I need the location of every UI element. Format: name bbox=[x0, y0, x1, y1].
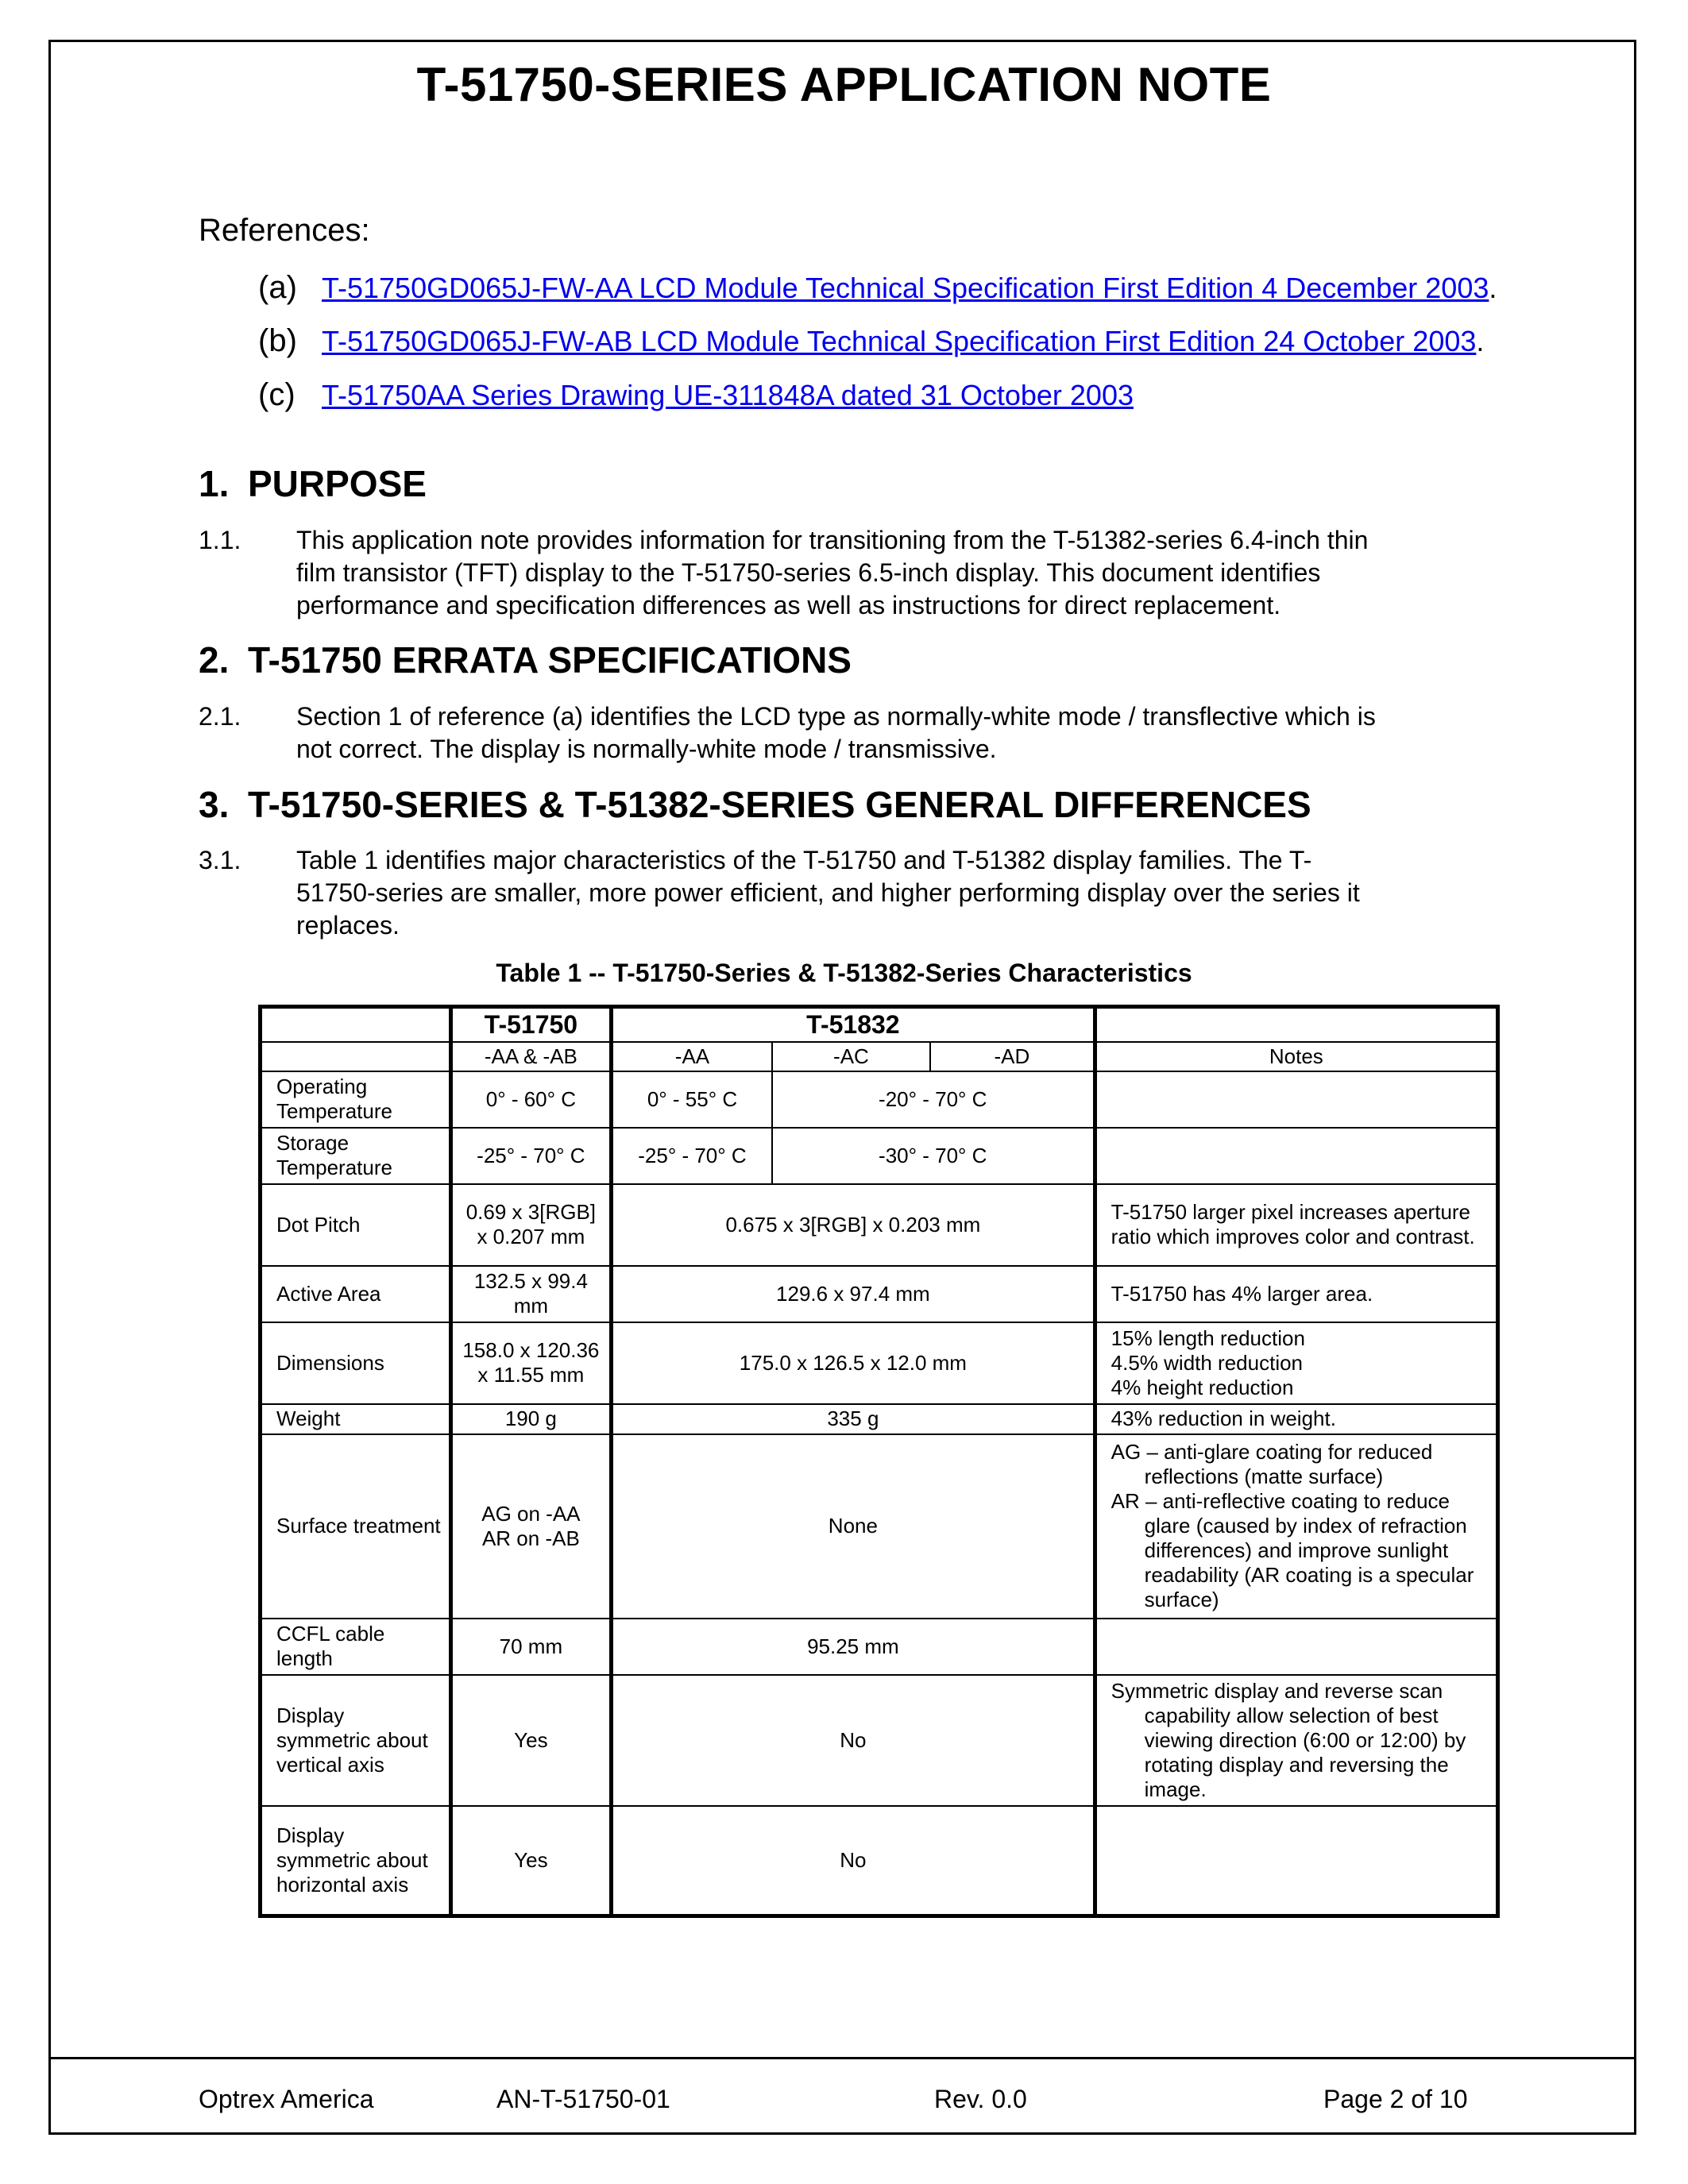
cell-t51832: 0.675 x 3[RGB] x 0.203 mm bbox=[612, 1184, 1095, 1266]
cell-t51832-ac-ad: -20° - 70° C bbox=[772, 1071, 1095, 1128]
cell-line: AR on -AB bbox=[481, 1526, 580, 1550]
cell-t51832: 335 g bbox=[612, 1404, 1095, 1434]
row-label: Display symmetric about vertical axis bbox=[261, 1675, 451, 1806]
row-label: CCFL cable length bbox=[261, 1619, 451, 1675]
subheader-aa: -AA bbox=[612, 1042, 772, 1071]
cell-t51750: 70 mm bbox=[450, 1619, 611, 1675]
paragraph-2-1 bbox=[199, 700, 1470, 766]
table-row bbox=[261, 1266, 1498, 1322]
document-title: T-51750-SERIES APPLICATION NOTE bbox=[416, 58, 1272, 111]
reference-suffix: . bbox=[1489, 272, 1497, 304]
cell-t51750: 0.69 x 3[RGB] x 0.207 mm bbox=[450, 1184, 611, 1266]
cell-t51750: -25° - 70° C bbox=[450, 1128, 611, 1184]
paragraph-line: film transistor (TFT) display to the T-51750-series 6.5-inch display. This document identifies bbox=[296, 558, 1321, 587]
paragraph-number: 1.1. bbox=[199, 526, 241, 554]
note-line: 4.5% width reduction bbox=[1111, 1350, 1304, 1375]
paragraph-line: replaces. bbox=[296, 911, 400, 940]
cell-t51750: 158.0 x 120.36 x 11.55 mm bbox=[450, 1322, 611, 1404]
references-label: References: bbox=[199, 213, 370, 248]
cell-t51832: No bbox=[612, 1806, 1095, 1916]
row-label: Dimensions bbox=[261, 1322, 451, 1404]
note-ar: AR – anti-reflective coating to reduce glare (caused by index of refraction differences) and improve sunlight readability (AR coating is a specular surface) bbox=[1111, 1489, 1474, 1611]
section-title: T-51750-SERIES & T-51382-SERIES GENERAL DIFFERENCES bbox=[248, 784, 1311, 825]
cell-t51750: 0° - 60° C bbox=[450, 1071, 611, 1128]
row-label: Active Area bbox=[261, 1266, 451, 1322]
paragraph-line: 51750-series are smaller, more power efficient, and higher performing display over the series it bbox=[296, 878, 1360, 907]
footer-company: Optrex America bbox=[199, 2085, 374, 2113]
section-heading-differences bbox=[199, 783, 1311, 826]
row-label: Storage Temperature bbox=[261, 1128, 451, 1184]
cell-notes: T-51750 has 4% larger area. bbox=[1095, 1266, 1497, 1322]
cell-t51750: 190 g bbox=[450, 1404, 611, 1434]
note-ag: AG – anti-glare coating for reduced reflections (matte surface) bbox=[1111, 1440, 1433, 1488]
note-line: Symmetric display and reverse scan capability allow selection of best viewing direction (6:00 or 12:00) by rotating display and reversing the image. bbox=[1111, 1678, 1466, 1801]
table-subheader-row bbox=[261, 1042, 1498, 1071]
cell-t51832: No bbox=[612, 1675, 1095, 1806]
table-row bbox=[261, 1322, 1498, 1404]
cell-notes bbox=[1095, 1806, 1497, 1916]
reference-marker: (c) bbox=[258, 377, 295, 412]
section-number: 1. bbox=[199, 463, 230, 504]
paragraph-1-1 bbox=[199, 524, 1470, 622]
cell-t51832: 95.25 mm bbox=[612, 1619, 1095, 1675]
paragraph-line: performance and specification differences as well as instructions for direct replacement. bbox=[296, 591, 1281, 619]
cell-notes bbox=[1095, 1619, 1497, 1675]
cell-notes bbox=[1095, 1675, 1497, 1806]
table-cell bbox=[1095, 1007, 1497, 1042]
section-title: T-51750 ERRATA SPECIFICATIONS bbox=[248, 639, 852, 681]
footer-page-number: Page 2 of 10 bbox=[1323, 2085, 1468, 2113]
note-line: 4% height reduction bbox=[1111, 1375, 1294, 1399]
table-row bbox=[261, 1806, 1498, 1916]
cell-t51832: 175.0 x 126.5 x 12.0 mm bbox=[612, 1322, 1095, 1404]
footer-revision: Rev. 0.0 bbox=[934, 2085, 1027, 2113]
subheader-ad: -AD bbox=[930, 1042, 1095, 1071]
section-number: 2. bbox=[199, 639, 230, 681]
cell-notes: T-51750 larger pixel increases aperture ratio which improves color and contrast. bbox=[1095, 1184, 1497, 1266]
cell-notes bbox=[1095, 1071, 1497, 1128]
cell-t51832: None bbox=[612, 1434, 1095, 1619]
subheader-aa-ab: -AA & -AB bbox=[450, 1042, 611, 1071]
cell-t51832-aa: -25° - 70° C bbox=[612, 1128, 772, 1184]
paragraph-number: 2.1. bbox=[199, 702, 241, 731]
table-row bbox=[261, 1619, 1498, 1675]
section-heading-purpose bbox=[199, 462, 427, 505]
reference-suffix: . bbox=[1476, 325, 1485, 357]
table-row bbox=[261, 1675, 1498, 1806]
row-label: Dot Pitch bbox=[261, 1184, 451, 1266]
section-title: PURPOSE bbox=[248, 463, 427, 504]
characteristics-table bbox=[258, 1005, 1500, 1918]
reference-link-b[interactable]: T-51750GD065J-FW-AB LCD Module Technical Specification First Edition 24 October 2003 bbox=[322, 325, 1477, 357]
paragraph-line: not correct. The display is normally-white mode / transmissive. bbox=[296, 735, 997, 763]
cell-t51750: Yes bbox=[450, 1806, 611, 1916]
cell-t51832: 129.6 x 97.4 mm bbox=[612, 1266, 1095, 1322]
row-label: Surface treatment bbox=[261, 1434, 451, 1619]
row-label: Weight bbox=[261, 1404, 451, 1434]
paragraph-line: Section 1 of reference (a) identifies the LCD type as normally-white mode / transflective which is bbox=[296, 702, 1376, 731]
row-label: Display symmetric about horizontal axis bbox=[261, 1806, 451, 1916]
header-t51750: T-51750 bbox=[450, 1007, 611, 1042]
table-cell bbox=[261, 1007, 451, 1042]
reference-a bbox=[258, 270, 1497, 306]
section-heading-errata bbox=[199, 639, 852, 681]
row-label: Operating Temperature bbox=[261, 1071, 451, 1128]
cell-line: AG on -AA bbox=[481, 1501, 581, 1526]
table-header-row bbox=[261, 1007, 1498, 1042]
table-row bbox=[261, 1071, 1498, 1128]
cell-t51832-ac-ad: -30° - 70° C bbox=[772, 1128, 1095, 1184]
cell-notes bbox=[1095, 1322, 1497, 1404]
section-number: 3. bbox=[199, 784, 230, 825]
table-title: Table 1 -- T-51750-Series & T-51382-Series Characteristics bbox=[496, 959, 1192, 987]
subheader-notes: Notes bbox=[1095, 1042, 1497, 1071]
paragraph-3-1 bbox=[199, 844, 1470, 942]
cell-notes bbox=[1095, 1128, 1497, 1184]
table-row bbox=[261, 1434, 1498, 1619]
paragraph-line: Table 1 identifies major characteristics of the T-51750 and T-51382 display families. The T- bbox=[296, 846, 1312, 874]
reference-b bbox=[258, 323, 1484, 359]
note-line: 15% length reduction bbox=[1111, 1325, 1305, 1350]
reference-link-a[interactable]: T-51750GD065J-FW-AA LCD Module Technical Specification First Edition 4 December 2003 bbox=[322, 272, 1489, 304]
header-t51832: T-51832 bbox=[612, 1007, 1095, 1042]
paragraph-line: This application note provides information for transitioning from the T-51382-series 6.4-inch thin bbox=[296, 526, 1369, 554]
cell-t51750: Yes bbox=[450, 1675, 611, 1806]
cell-notes: 43% reduction in weight. bbox=[1095, 1404, 1497, 1434]
table-row bbox=[261, 1128, 1498, 1184]
footer-document-number: AN-T-51750-01 bbox=[496, 2085, 670, 2113]
table-row bbox=[261, 1404, 1498, 1434]
cell-t51750: 132.5 x 99.4 mm bbox=[450, 1266, 611, 1322]
table-cell bbox=[261, 1042, 451, 1071]
cell-t51832-aa: 0° - 55° C bbox=[612, 1071, 772, 1128]
reference-marker: (b) bbox=[258, 323, 297, 358]
cell-notes bbox=[1095, 1434, 1497, 1619]
reference-link-c[interactable]: T-51750AA Series Drawing UE-311848A dated 31 October 2003 bbox=[322, 379, 1134, 411]
reference-marker: (a) bbox=[258, 270, 297, 305]
reference-c bbox=[258, 377, 1134, 413]
paragraph-number: 3.1. bbox=[199, 846, 241, 874]
cell-t51750 bbox=[450, 1434, 611, 1619]
subheader-ac: -AC bbox=[772, 1042, 930, 1071]
footer-divider bbox=[48, 2057, 1636, 2059]
table-row bbox=[261, 1184, 1498, 1266]
